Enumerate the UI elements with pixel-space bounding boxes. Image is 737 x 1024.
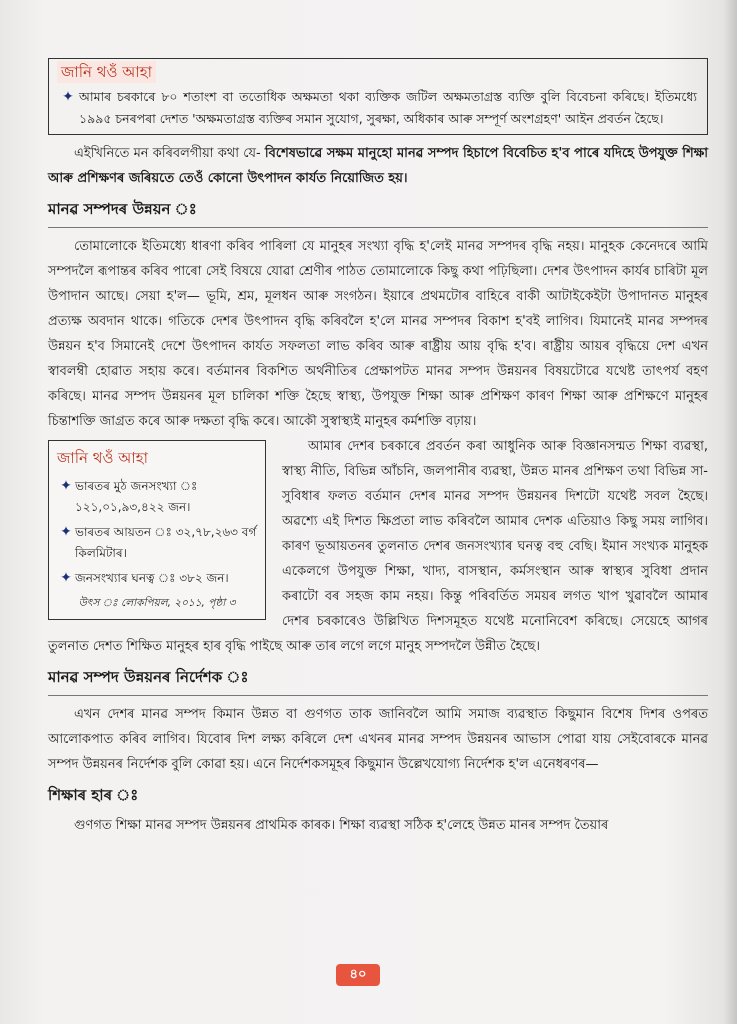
- info-box-title: জানি থওঁ আহা: [57, 61, 156, 83]
- info-item-text: ভাৰতৰ মুঠ জনসংখ্যা ঃ ১২১,০১,৯৩,৪২২ জন।: [75, 479, 198, 514]
- info-item-text: ভাৰতৰ আয়তন ঃ ৩২,৭৮,২৬৩ বৰ্গ কিলমিটাৰ।: [75, 525, 257, 560]
- divider: [48, 695, 708, 696]
- source-note: উৎস ঃ লোকপিয়ল, ২০১১, পৃষ্ঠা ৩: [78, 597, 236, 609]
- paragraph-hr-indicators: এখন দেশৰ মানৱ সম্পদ কিমান উন্নত বা গুণগত তাক জানিবলৈ আমি সমাজ ব্যৱস্থাত কিছুমান বিশেষ দিশৰ ওপৰত আলোকপাত কৰিব লাগিব। যিবোৰ দিশ লক্ষ্য কৰিলে দেশ এখনৰ মানৱ সম্পদ উন্নয়নৰ আভাস পোৱা যায় সেইবোৰকে মানৱ সম্পদ উন্নয়নৰ নিৰ্দেশক বুলি কোৱা হয়। এনে নিৰ্দেশকসমূহৰ কিছুমান উল্লেখযোগ্য নিৰ্দেশক হ'ল এনেধৰণৰ—: [48, 707, 708, 772]
- info-box-side: [48, 440, 266, 620]
- info-item: [57, 522, 257, 564]
- paragraph-hr-development-1: তোমালোকে ইতিমধ্যে ধাৰণা কৰিব পাৰিলা যে মানুহৰ সংখ্যা বৃদ্ধি হ'লেই মানৱ সম্পদৰ বৃদ্ধি নহয়। মানুহক কেনেদৰে আমি সম্পদলৈ ৰূপান্তৰ কৰিব পাৰো সেই বিষয়ে যোৱা শ্ৰেণীৰ পাঠত তোমালোকে কিছু কথা পঢ়িছিলা। দেশৰ উৎপাদন কাৰ্যৰ চাৰিটা মূল উপাদান আছে। সেয়া হ'ল— ভূমি, শ্ৰম, মূলধন আৰু সংগঠন। ইয়াৰে প্ৰথমটোৰ বাহিৰে বাকী আটাইকেইটা উপাদানত মানুহৰ প্ৰত্যক্ষ অবদান থাকে। গতিকে দেশৰ উৎপাদন বৃদ্ধি কৰিবলৈ হ'লে মানৱ সম্পদৰ বিকাশ হ'বই লাগিব। যিমানেই মানৱ সম্পদৰ উন্নয়ন হ'ব সিমানেই দেশে উৎপাদন কাৰ্যত সফলতা লাভ কৰিব আৰু ৰাষ্ট্ৰীয় আয় বৃদ্ধি হ'ব। ৰাষ্ট্ৰীয় আয়ৰ বৃদ্ধিয়ে দেশ এখন স্বাবলম্বী হোৱাত সহায় কৰে। বৰ্তমানৰ বিকশিত অৰ্থনীতিৰ প্ৰেক্ষাপটত মানৱ সম্পদ উন্নয়নৰ বিষয়টোৱে যথেষ্ট তাৎপৰ্য বহণ কৰিছে। মানৱ সম্পদ উন্নয়নৰ মূল চালিকা শক্তি হৈছে স্বাস্থ্য, উপযুক্ত শিক্ষা আৰু প্ৰশিক্ষণ কাৰণ শিক্ষা আৰু প্ৰশিক্ষণে মানুহৰ চিন্তাশক্তি জাগ্ৰত কৰে আৰু দক্ষতা বৃদ্ধি কৰে। আকৌ সুস্বাস্থ্যই মানুহৰ কৰ্মশক্তি বঢ়ায়।: [48, 239, 708, 429]
- paragraph-hr-development-2: আমাৰ দেশৰ চৰকাৰে প্ৰবৰ্তন কৰা আধুনিক আৰু বিজ্ঞানসন্মত শিক্ষা ব্যৱস্থা, স্বাস্থ্য নীতি, বিভিন্ন আঁচনি, জলপানীৰ ব্যৱস্থা, উন্নত মানৰ প্ৰশিক্ষণ তথা বিভিন্ন সা-সুবিধাৰ ফলত বৰ্তমান দেশৰ মানৱ সম্পদ উন্নয়নৰ দিশটো যথেষ্ট সবল হৈছে। অৱশ্যে এই দিশত ক্ষিপ্ৰতা লাভ কৰিবলৈ আমাৰ দেশক এতিয়াও কিছু সময় লাগিব। কাৰণ ভূআয়তনৰ তুলনাত দেশৰ জনসংখ্যাৰ ঘনত্ব বহু বেছি। ইমান সংখ্যক মানুহক একেলগে উপযুক্ত শিক্ষা, খাদ্য, বাসস্থান, কৰ্মসংস্থান আৰু স্বাস্থ্যৰ সুবিধা প্ৰদান কৰাটো বৰ সহজ কাম নহয়। কিন্তু পৰিবৰ্তিত সময়ৰ লগত খাপ খুৱাবলৈ আমাৰ দেশৰ চৰকাৰেও উল্লিখিত দিশসমূহত যথেষ্ট মনোনিবেশ কৰিছে। সেয়েহে আগৰ তুলনাত দেশত শিক্ষিত মানুহৰ হাৰ বৃদ্ধি পাইছে আৰু তাৰ লগে লগে মানুহ সম্পদলৈ উন্নীত হৈছে।: [48, 439, 708, 654]
- info-item: [57, 568, 257, 589]
- info-item-text: জনসংখ্যাৰ ঘনত্ব ঃ ৩৮২ জন।: [75, 571, 229, 585]
- intro-bold-text: বিশেষভাৱে সক্ষম মানুহো মানৱ সম্পদ হিচাপে বিবেচিত হ'ব পাৰে যদিহে উপযুক্ত শিক্ষা আৰু প্ৰশিক্ষণৰ জৰিয়তে তেওঁ কোনো উৎপাদন কাৰ্যত নিয়োজিত হয়।: [48, 146, 708, 186]
- four-point-star-icon: ✦: [60, 570, 72, 586]
- info-box-side-title: জানি থওঁ আহা: [57, 449, 149, 467]
- page-content: [48, 58, 708, 838]
- paragraph-literacy: গুণগত শিক্ষা মানৱ সম্পদ উন্নয়নৰ প্ৰাথমিক কাৰক। শিক্ষা ব্যৱস্থা সঠিক হ'লেহে উন্নত মানৰ সম্পদ তৈয়াৰ: [74, 818, 609, 833]
- info-box-top: [48, 58, 708, 135]
- section-heading-literacy: শিক্ষাৰ হাৰ ঃ: [48, 786, 139, 804]
- info-box-text: আমাৰ চৰকাৰে ৮০ শতাংশ বা ততোধিক অক্ষমতা থকা ব্যক্তিক জটিল অক্ষমতাগ্ৰস্ত ব্যক্তি বুলি বিবেচনা কৰিছে। ইতিমধ্যে ১৯৯৫ চনৰপৰা দেশত 'অক্ষমতাগ্ৰস্ত ব্যক্তিৰ সমান সুযোগ, সুৰক্ষা, অধিকাৰ আৰু সম্পূৰ্ণ অংশগ্ৰহণ' আইন প্ৰবৰ্তন হৈছে।: [79, 89, 697, 126]
- intro-text: এইখিনিতে মন কৰিবলগীয়া কথা যে-: [74, 146, 265, 161]
- section-heading-hr-development: মানৱ সম্পদৰ উন্নয়ন ঃ: [48, 200, 197, 218]
- page-edge-shadow: [723, 0, 737, 1024]
- intro-paragraph: [48, 141, 708, 191]
- divider: [48, 227, 708, 228]
- section-heading-hr-indicators: মানৱ সম্পদ উন্নয়নৰ নিৰ্দেশক ঃ: [48, 668, 249, 686]
- info-box-row: [57, 86, 697, 130]
- info-item: [57, 476, 257, 518]
- four-point-star-icon: ✦: [60, 524, 72, 540]
- four-point-star-icon: ✦: [60, 478, 72, 494]
- four-point-star-icon: ✦: [62, 89, 74, 105]
- page-number: ৪০: [336, 964, 380, 986]
